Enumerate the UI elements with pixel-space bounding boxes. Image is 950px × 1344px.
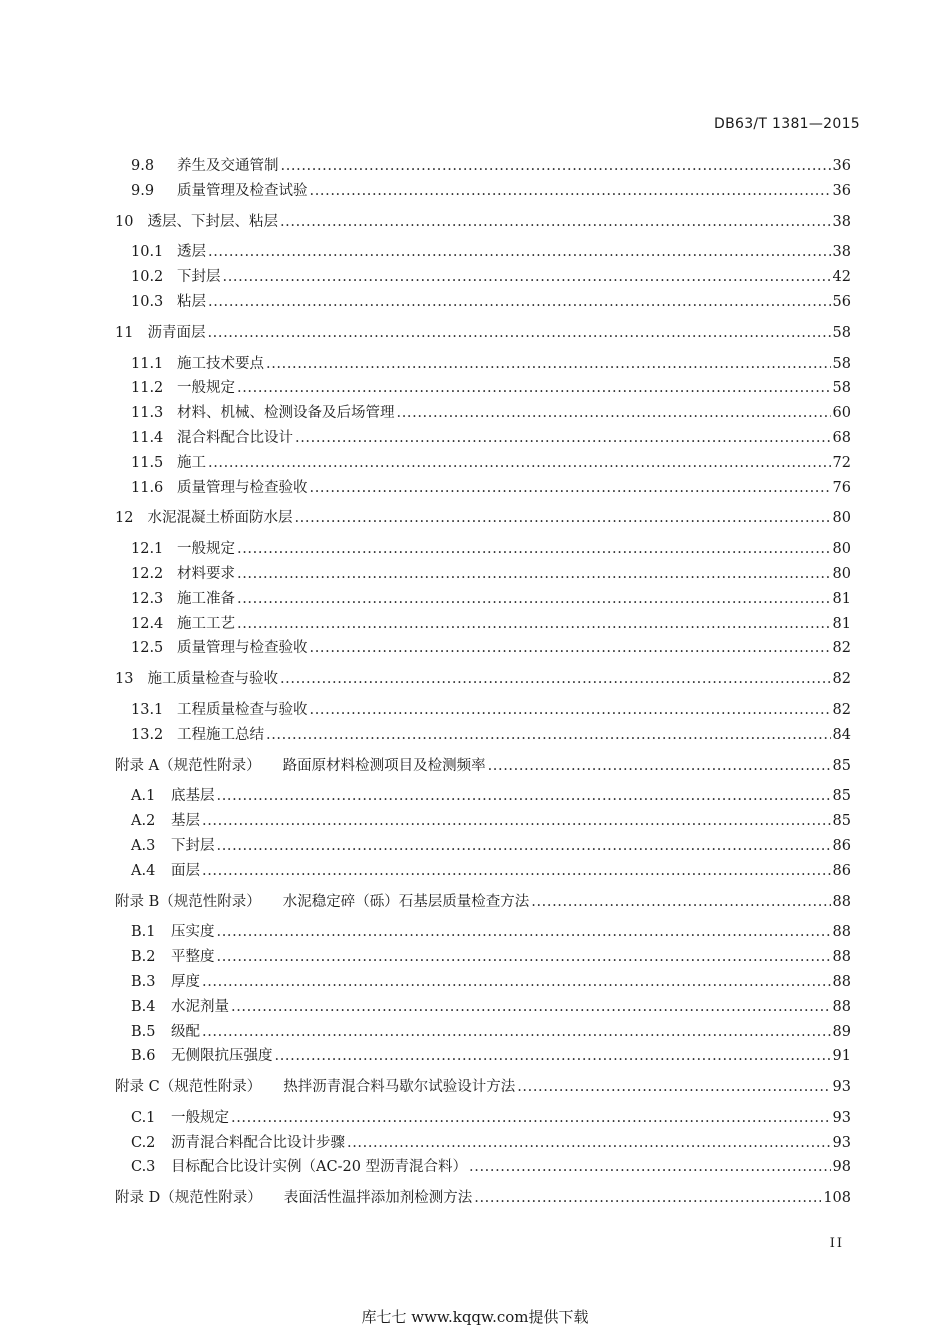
toc-entry-title: 沥青混合料配合比设计步骤 <box>171 1134 345 1151</box>
toc-section-entry[interactable] <box>115 290 851 315</box>
toc-entry-page: 80 <box>832 510 851 527</box>
toc-leader-dots <box>275 1044 831 1069</box>
toc-entry-page: 88 <box>832 893 851 910</box>
toc-entry-page: 72 <box>832 454 851 471</box>
toc-section-entry[interactable] <box>115 1155 851 1180</box>
toc-leader-dots <box>295 426 831 451</box>
toc-entry-title: 基层 <box>171 813 200 830</box>
toc-leader-dots <box>474 1186 821 1211</box>
toc-section-entry[interactable] <box>115 723 851 748</box>
toc-leader-dots <box>310 636 831 661</box>
toc-entry-number: 10.3 <box>131 293 164 310</box>
toc-leader-dots <box>202 1020 831 1045</box>
toc-chapter-entry[interactable] <box>115 210 851 235</box>
download-note: 库七七 www.kqqw.com提供下载 <box>361 1308 589 1326</box>
toc-chapter-entry[interactable] <box>115 1186 851 1211</box>
toc-entry-page: 68 <box>832 429 851 446</box>
toc-entry-number: A.2 <box>131 813 156 830</box>
toc-entry-title: 材料、机械、检测设备及后场管理 <box>177 405 395 422</box>
toc-entry-title: 目标配合比设计实例（AC-20 型沥青混合料） <box>171 1159 468 1176</box>
toc-section-entry[interactable] <box>115 859 851 884</box>
toc-section-entry[interactable] <box>115 265 851 290</box>
toc-entry-number: A.3 <box>131 837 156 854</box>
toc-entry-number: 12.3 <box>131 590 164 607</box>
toc-entry-number: 11.6 <box>131 479 164 496</box>
toc-section-entry[interactable] <box>115 240 851 265</box>
toc-entry-page: 86 <box>832 862 851 879</box>
toc-leader-dots <box>202 970 831 995</box>
toc-entry-title: 路面原材料检测项目及检测频率 <box>282 757 486 774</box>
toc-leader-dots <box>347 1131 831 1156</box>
toc-entry-page: 82 <box>832 640 851 657</box>
toc-entry-number: 11.2 <box>131 380 164 397</box>
toc-entry-number: 12.1 <box>131 541 164 558</box>
toc-leader-dots <box>237 562 831 587</box>
toc-entry-title: 热拌沥青混合料马歇尔试验设计方法 <box>283 1079 516 1096</box>
toc-entry-page: 84 <box>832 726 851 743</box>
toc-entry-number: 13 <box>115 671 134 688</box>
toc-section-entry[interactable] <box>115 636 851 661</box>
toc-leader-dots <box>217 834 831 859</box>
toc-entry-number: B.1 <box>131 924 156 941</box>
toc-entry-number: B.6 <box>131 1048 156 1065</box>
toc-leader-dots <box>469 1155 831 1180</box>
toc-entry-title: 水泥剂量 <box>171 998 229 1015</box>
toc-entry-page: 88 <box>832 924 851 941</box>
toc-entry-page: 93 <box>832 1079 851 1096</box>
toc-chapter-entry[interactable] <box>115 1075 851 1100</box>
toc-entry-title: 水泥混凝土桥面防水层 <box>147 510 293 527</box>
toc-entry-page: 82 <box>832 671 851 688</box>
toc-entry-page: 60 <box>832 405 851 422</box>
toc-entry-page: 85 <box>832 813 851 830</box>
toc-leader-dots <box>202 809 831 834</box>
toc-entry-title: 施工质量检查与验收 <box>147 671 278 688</box>
toc-section-entry[interactable] <box>115 426 851 451</box>
toc-section-entry[interactable] <box>115 698 851 723</box>
toc-entry-title: 一般规定 <box>171 1109 229 1126</box>
toc-entry-title: 面层 <box>171 862 200 879</box>
toc-entry-page: 58 <box>832 355 851 372</box>
toc-section-entry[interactable] <box>115 352 851 377</box>
toc-section-entry[interactable] <box>115 1131 851 1156</box>
toc-section-entry[interactable] <box>115 809 851 834</box>
toc-entry-number: 12.5 <box>131 640 164 657</box>
toc-entry-number: C.1 <box>131 1109 156 1126</box>
toc-entry-title: 沥青面层 <box>147 324 206 341</box>
toc-leader-dots <box>231 1106 831 1131</box>
toc-section-entry[interactable] <box>115 476 851 501</box>
toc-section-entry[interactable] <box>115 537 851 562</box>
toc-section-entry[interactable] <box>115 784 851 809</box>
toc-section-entry[interactable] <box>115 451 851 476</box>
page-number: II <box>829 1236 844 1251</box>
toc-leader-dots <box>266 352 831 377</box>
toc-section-entry[interactable] <box>115 834 851 859</box>
toc-chapter-entry[interactable] <box>115 890 851 915</box>
toc-entry-page: 85 <box>832 757 851 774</box>
toc-entry-title: 级配 <box>171 1023 200 1040</box>
toc-entry-title: 下封层 <box>171 837 215 854</box>
toc-leader-dots <box>217 920 831 945</box>
toc-entry-page: 36 <box>832 158 851 174</box>
toc-entry-title: 施工技术要点 <box>177 355 264 372</box>
toc-entry-page: 58 <box>832 380 851 397</box>
toc-entry-number: 11.5 <box>131 454 164 471</box>
toc-entry-number: 附录 B（规范性附录） <box>115 893 261 910</box>
toc-section-entry[interactable] <box>115 179 851 204</box>
toc-leader-dots <box>517 1075 830 1100</box>
toc-leader-dots <box>397 401 831 426</box>
toc-leader-dots <box>280 210 831 235</box>
toc-entry-title: 混合料配合比设计 <box>177 429 293 446</box>
toc-entry-title: 透层 <box>177 244 206 261</box>
toc-entry-number: 附录 D（规范性附录） <box>115 1190 262 1207</box>
toc-entry-page: 108 <box>823 1190 851 1207</box>
toc-leader-dots <box>231 995 831 1020</box>
toc-entry-page: 76 <box>832 479 851 496</box>
toc-entry-page: 86 <box>832 837 851 854</box>
toc-entry-number: 13.2 <box>131 726 164 743</box>
toc-entry-number: 12 <box>115 510 134 527</box>
toc-leader-dots <box>223 265 831 290</box>
toc-entry-number: 10.2 <box>131 269 164 286</box>
toc-section-entry[interactable] <box>115 154 851 179</box>
toc-entry-page: 82 <box>832 701 851 718</box>
toc-entry-page: 81 <box>832 590 851 607</box>
toc-entry-page: 89 <box>832 1023 851 1040</box>
toc-entry-title: 厚度 <box>171 973 200 990</box>
toc-entry-page: 81 <box>832 615 851 632</box>
toc-leader-dots <box>531 890 830 915</box>
toc-chapter-entry[interactable] <box>115 506 851 531</box>
toc-entry-number: C.3 <box>131 1159 156 1176</box>
toc-entry-number: A.4 <box>131 862 156 879</box>
toc-entry-number: B.4 <box>131 998 156 1015</box>
toc-entry-title: 施工 <box>177 454 206 471</box>
toc-section-entry[interactable] <box>115 1020 851 1045</box>
toc-leader-dots <box>310 179 831 204</box>
toc-entry-number: B.5 <box>131 1023 156 1040</box>
toc-section-entry[interactable] <box>115 562 851 587</box>
toc-leader-dots <box>280 667 831 692</box>
toc-entry-title: 工程质量检查与验收 <box>177 701 308 718</box>
toc-leader-dots <box>310 476 831 501</box>
toc-leader-dots <box>237 587 831 612</box>
toc-entry-title: 粘层 <box>177 293 206 310</box>
toc-leader-dots <box>237 537 831 562</box>
toc-entry-number: 9.8 <box>131 158 155 174</box>
toc-entry-page: 36 <box>832 182 851 199</box>
toc-chapter-entry[interactable] <box>115 667 851 692</box>
toc-leader-dots <box>208 290 831 315</box>
toc-section-entry[interactable] <box>115 587 851 612</box>
toc-leader-dots <box>237 376 831 401</box>
toc-entry-page: 88 <box>832 949 851 966</box>
toc-entry-page: 42 <box>832 269 851 286</box>
toc-entry-title: 材料要求 <box>177 565 235 582</box>
toc-leader-dots <box>217 945 831 970</box>
toc-entry-title: 质量管理与检查验收 <box>177 479 308 496</box>
toc-entry-title: 表面活性温拌添加剂检测方法 <box>283 1190 473 1207</box>
toc-entry-page: 88 <box>832 973 851 990</box>
toc-section-entry[interactable] <box>115 920 851 945</box>
toc-leader-dots <box>202 859 831 884</box>
toc-entry-title: 无侧限抗压强度 <box>171 1048 273 1065</box>
toc-entry-number: B.2 <box>131 949 156 966</box>
toc-entry-number: 10.1 <box>131 244 164 261</box>
toc-leader-dots <box>217 784 831 809</box>
toc-entry-number: 附录 A（规范性附录） <box>115 757 261 774</box>
toc-chapter-entry[interactable] <box>115 321 851 346</box>
toc-leader-dots <box>310 698 831 723</box>
toc-section-entry[interactable] <box>115 1106 851 1131</box>
toc-section-entry[interactable] <box>115 376 851 401</box>
toc-section-entry[interactable] <box>115 1044 851 1069</box>
toc-entry-title: 透层、下封层、粘层 <box>147 213 278 230</box>
toc-entry-number: B.3 <box>131 973 156 990</box>
toc-section-entry[interactable] <box>115 612 851 637</box>
toc-entry-title: 水泥稳定碎（砾）石基层质量检查方法 <box>282 893 530 910</box>
toc-entry-page: 93 <box>832 1109 851 1126</box>
toc-entry-page: 80 <box>832 541 851 558</box>
toc-leader-dots <box>237 612 831 637</box>
toc-section-entry[interactable] <box>115 995 851 1020</box>
toc-entry-title: 质量管理及检查试验 <box>177 182 308 199</box>
toc-leader-dots <box>281 154 831 179</box>
toc-entry-title: 质量管理与检查验收 <box>177 640 308 657</box>
toc-entry-title: 平整度 <box>171 949 215 966</box>
toc-entry-number: C.2 <box>131 1134 156 1151</box>
toc-entry-title: 一般规定 <box>177 541 235 558</box>
toc-entry-page: 85 <box>832 788 851 805</box>
toc-leader-dots <box>294 506 830 531</box>
toc-leader-dots <box>207 321 830 346</box>
toc-entry-number: 9.9 <box>131 182 155 199</box>
toc-entry-title: 施工准备 <box>177 590 235 607</box>
toc-entry-page: 38 <box>832 244 851 261</box>
toc-entry-number: 12.4 <box>131 615 164 632</box>
toc-entry-page: 98 <box>832 1159 851 1176</box>
toc-leader-dots <box>488 754 831 779</box>
toc-entry-title: 一般规定 <box>177 380 235 397</box>
toc-entry-title: 压实度 <box>171 924 215 941</box>
toc-entry-page: 58 <box>832 324 851 341</box>
toc-leader-dots <box>208 451 831 476</box>
toc-entry-page: 80 <box>832 565 851 582</box>
toc-leader-dots <box>266 723 831 748</box>
toc-entry-title: 施工工艺 <box>177 615 235 632</box>
toc-leader-dots <box>208 240 831 265</box>
toc-entry-page: 88 <box>832 998 851 1015</box>
toc-entry-number: 12.2 <box>131 565 164 582</box>
toc-entry-title: 工程施工总结 <box>177 726 264 743</box>
toc-entry-page: 56 <box>832 293 851 310</box>
toc-entry-title: 下封层 <box>177 269 221 286</box>
toc-entry-number: 附录 C（规范性附录） <box>115 1079 262 1096</box>
toc-entry-title: 养生及交通管制 <box>177 158 279 174</box>
toc-entry-number: 13.1 <box>131 701 164 718</box>
toc-entry-title: 底基层 <box>171 788 215 805</box>
toc-entry-number: 11 <box>115 324 134 341</box>
toc-section-entry[interactable] <box>115 945 851 970</box>
toc-section-entry[interactable] <box>115 401 851 426</box>
toc-section-entry[interactable] <box>115 970 851 995</box>
toc-entry-number: A.1 <box>131 788 156 805</box>
toc-chapter-entry[interactable] <box>115 754 851 779</box>
document-code: DB63/T 1381—2015 <box>714 116 860 132</box>
toc-entry-number: 11.1 <box>131 355 164 372</box>
toc-entry-page: 38 <box>832 213 851 230</box>
table-of-contents <box>115 154 851 1211</box>
toc-entry-number: 10 <box>115 213 134 230</box>
toc-entry-number: 11.4 <box>131 429 164 446</box>
toc-entry-number: 11.3 <box>131 405 164 422</box>
toc-entry-page: 93 <box>832 1134 851 1151</box>
toc-entry-page: 91 <box>832 1048 851 1065</box>
